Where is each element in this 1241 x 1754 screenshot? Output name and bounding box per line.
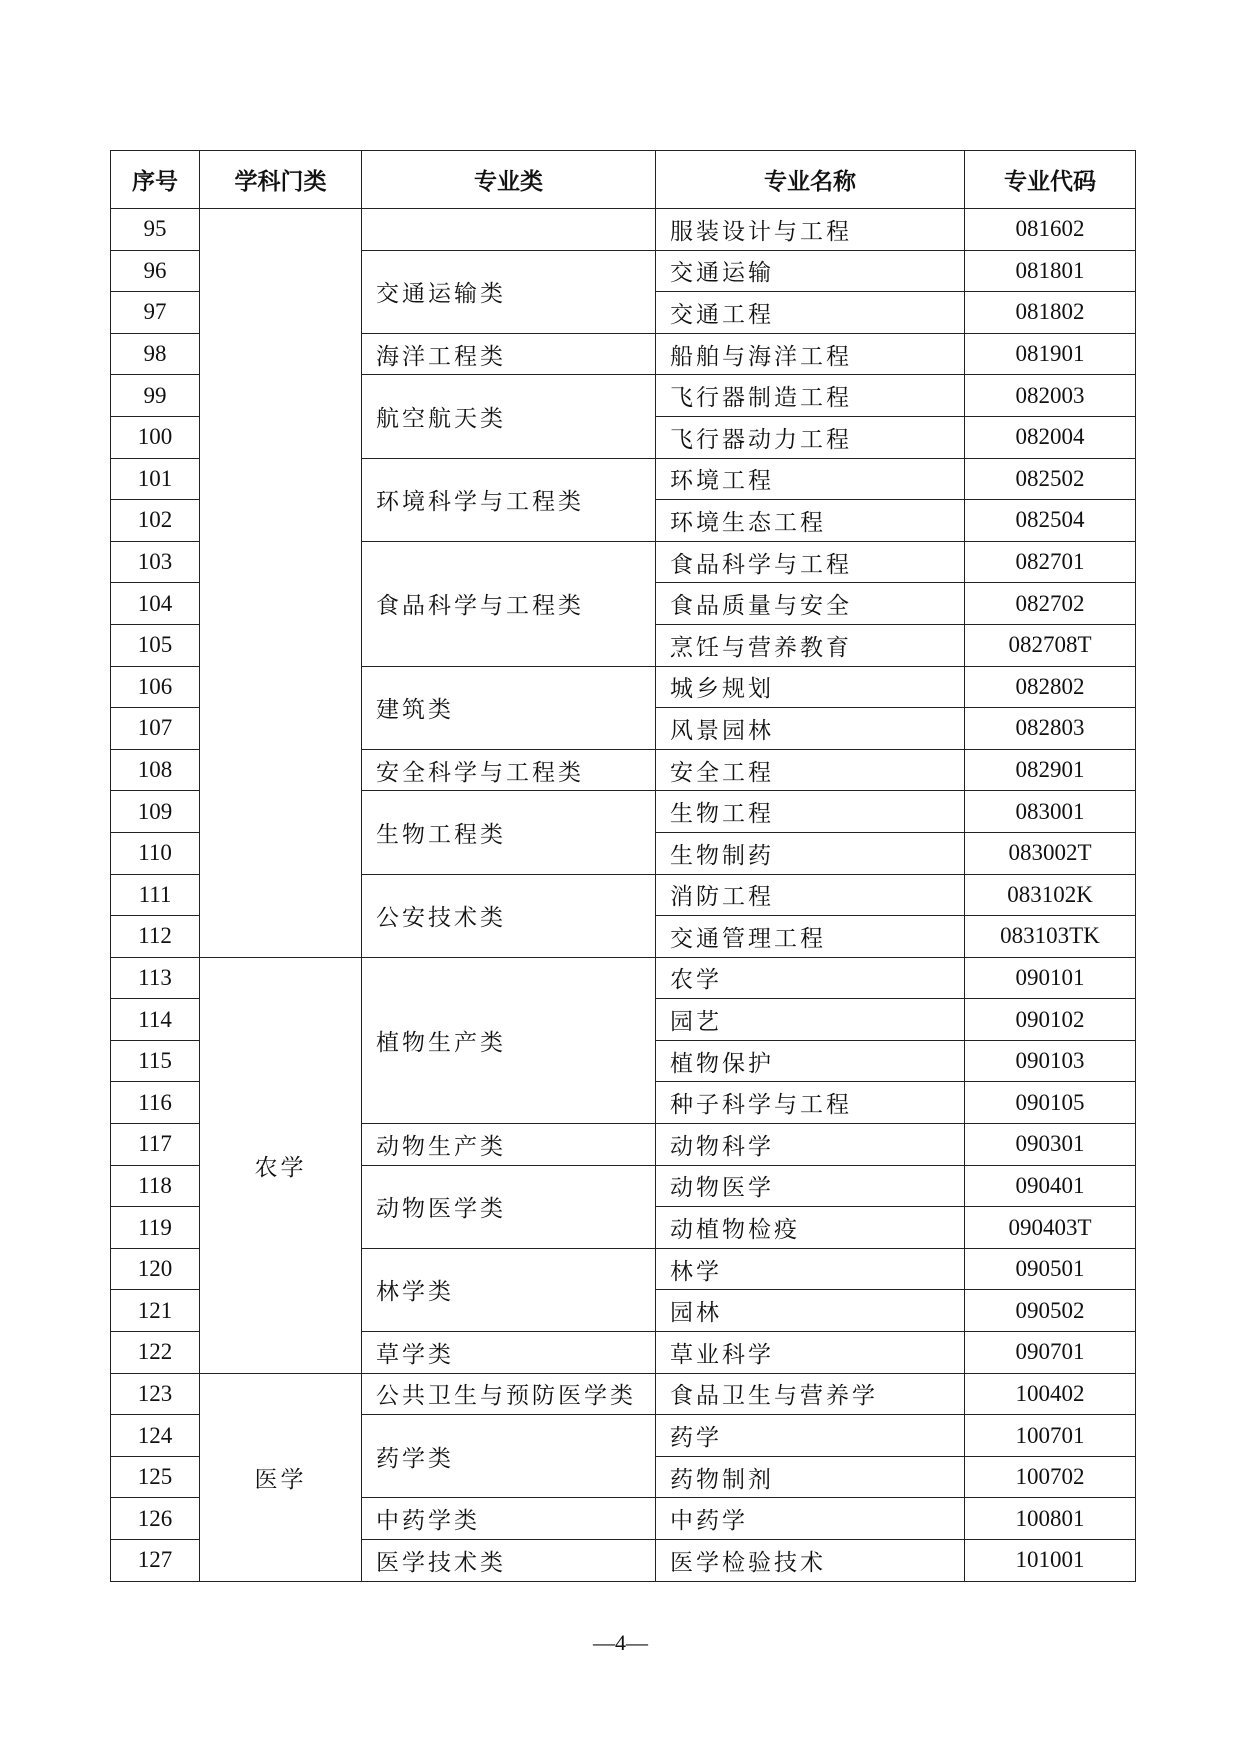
category-cell: 医学技术类 (362, 1540, 656, 1582)
major-code: 082708T (965, 624, 1136, 666)
major-name: 草业科学 (656, 1332, 965, 1374)
row-seq: 100 (111, 416, 200, 458)
discipline-cell: 医学 (200, 1373, 362, 1581)
major-name: 园林 (656, 1290, 965, 1332)
category-cell: 航空航天类 (362, 375, 656, 458)
row-seq: 111 (111, 874, 200, 916)
row-seq: 121 (111, 1290, 200, 1332)
table-header-row (111, 151, 1136, 209)
major-code: 090501 (965, 1248, 1136, 1290)
major-name: 医学检验技术 (656, 1540, 965, 1582)
major-code: 100701 (965, 1415, 1136, 1457)
row-seq: 126 (111, 1498, 200, 1540)
category-cell (362, 209, 656, 251)
major-name: 服装设计与工程 (656, 209, 965, 251)
major-name: 种子科学与工程 (656, 1082, 965, 1124)
row-seq: 106 (111, 666, 200, 708)
row-seq: 123 (111, 1373, 200, 1415)
major-name: 农学 (656, 957, 965, 999)
category-cell: 植物生产类 (362, 957, 656, 1123)
category-cell: 动物生产类 (362, 1124, 656, 1166)
row-seq: 108 (111, 749, 200, 791)
major-code: 081602 (965, 209, 1136, 251)
row-seq: 103 (111, 541, 200, 583)
major-code: 081802 (965, 292, 1136, 334)
major-name: 交通工程 (656, 292, 965, 334)
major-code: 090301 (965, 1124, 1136, 1166)
major-name: 飞行器动力工程 (656, 416, 965, 458)
row-seq: 113 (111, 957, 200, 999)
category-cell: 安全科学与工程类 (362, 749, 656, 791)
discipline-cell (200, 209, 362, 958)
header-major-code: 专业代码 (965, 151, 1136, 209)
major-code: 090105 (965, 1082, 1136, 1124)
row-seq: 99 (111, 375, 200, 417)
category-cell: 海洋工程类 (362, 333, 656, 375)
category-cell: 生物工程类 (362, 791, 656, 874)
major-code: 090502 (965, 1290, 1136, 1332)
major-code: 082504 (965, 500, 1136, 542)
major-name: 烹饪与营养教育 (656, 624, 965, 666)
major-code: 090103 (965, 1040, 1136, 1082)
major-code: 083102K (965, 874, 1136, 916)
table-row (111, 957, 1136, 999)
major-name: 生物工程 (656, 791, 965, 833)
major-name: 环境生态工程 (656, 500, 965, 542)
major-list-table (110, 150, 1136, 1582)
table-row (111, 1373, 1136, 1415)
major-code: 082003 (965, 375, 1136, 417)
header-major-name: 专业名称 (656, 151, 965, 209)
row-seq: 125 (111, 1456, 200, 1498)
major-name: 药学 (656, 1415, 965, 1457)
major-code: 090101 (965, 957, 1136, 999)
row-seq: 116 (111, 1082, 200, 1124)
major-code: 090102 (965, 999, 1136, 1041)
row-seq: 127 (111, 1540, 200, 1582)
major-code: 082502 (965, 458, 1136, 500)
row-seq: 96 (111, 250, 200, 292)
page-number: —4— (593, 1630, 648, 1655)
row-seq: 109 (111, 791, 200, 833)
major-code: 100402 (965, 1373, 1136, 1415)
row-seq: 120 (111, 1248, 200, 1290)
row-seq: 110 (111, 832, 200, 874)
major-name: 动物科学 (656, 1124, 965, 1166)
row-seq: 97 (111, 292, 200, 334)
major-name: 园艺 (656, 999, 965, 1041)
row-seq: 118 (111, 1165, 200, 1207)
major-name: 安全工程 (656, 749, 965, 791)
category-cell: 公安技术类 (362, 874, 656, 957)
major-name: 生物制药 (656, 832, 965, 874)
major-name: 食品质量与安全 (656, 583, 965, 625)
major-name: 动物医学 (656, 1165, 965, 1207)
major-name: 交通管理工程 (656, 916, 965, 958)
major-code: 090401 (965, 1165, 1136, 1207)
row-seq: 117 (111, 1124, 200, 1166)
row-seq: 115 (111, 1040, 200, 1082)
row-seq: 122 (111, 1332, 200, 1374)
category-cell: 动物医学类 (362, 1165, 656, 1248)
discipline-cell: 农学 (200, 957, 362, 1373)
major-code: 082802 (965, 666, 1136, 708)
row-seq: 114 (111, 999, 200, 1041)
row-seq: 95 (111, 209, 200, 251)
category-cell: 交通运输类 (362, 250, 656, 333)
row-seq: 124 (111, 1415, 200, 1457)
category-cell: 中药学类 (362, 1498, 656, 1540)
major-code: 090701 (965, 1332, 1136, 1374)
major-name: 消防工程 (656, 874, 965, 916)
row-seq: 119 (111, 1207, 200, 1249)
major-name: 中药学 (656, 1498, 965, 1540)
row-seq: 102 (111, 500, 200, 542)
header-seq: 序号 (111, 151, 200, 209)
major-name: 交通运输 (656, 250, 965, 292)
major-code: 100801 (965, 1498, 1136, 1540)
category-cell: 林学类 (362, 1248, 656, 1331)
major-code: 083001 (965, 791, 1136, 833)
major-name: 食品科学与工程 (656, 541, 965, 583)
major-code: 082004 (965, 416, 1136, 458)
major-code: 081801 (965, 250, 1136, 292)
table-row (111, 209, 1136, 251)
major-name: 药物制剂 (656, 1456, 965, 1498)
category-cell: 环境科学与工程类 (362, 458, 656, 541)
category-cell: 药学类 (362, 1415, 656, 1498)
major-code: 082901 (965, 749, 1136, 791)
row-seq: 98 (111, 333, 200, 375)
category-cell: 草学类 (362, 1332, 656, 1374)
major-name: 风景园林 (656, 708, 965, 750)
major-code: 083002T (965, 832, 1136, 874)
row-seq: 112 (111, 916, 200, 958)
major-code: 100702 (965, 1456, 1136, 1498)
major-code: 081901 (965, 333, 1136, 375)
major-name: 城乡规划 (656, 666, 965, 708)
table-body (111, 209, 1136, 1582)
major-code: 082803 (965, 708, 1136, 750)
row-seq: 107 (111, 708, 200, 750)
major-name: 植物保护 (656, 1040, 965, 1082)
major-name: 船舶与海洋工程 (656, 333, 965, 375)
major-code: 090403T (965, 1207, 1136, 1249)
major-code: 083103TK (965, 916, 1136, 958)
category-cell: 食品科学与工程类 (362, 541, 656, 666)
major-code: 082701 (965, 541, 1136, 583)
category-cell: 公共卫生与预防医学类 (362, 1373, 656, 1415)
major-code: 082702 (965, 583, 1136, 625)
major-name: 动植物检疫 (656, 1207, 965, 1249)
major-code: 101001 (965, 1540, 1136, 1582)
major-name: 食品卫生与营养学 (656, 1373, 965, 1415)
major-name: 飞行器制造工程 (656, 375, 965, 417)
header-discipline: 学科门类 (200, 151, 362, 209)
major-name: 环境工程 (656, 458, 965, 500)
major-name: 林学 (656, 1248, 965, 1290)
row-seq: 101 (111, 458, 200, 500)
category-cell: 建筑类 (362, 666, 656, 749)
row-seq: 105 (111, 624, 200, 666)
row-seq: 104 (111, 583, 200, 625)
header-category: 专业类 (362, 151, 656, 209)
